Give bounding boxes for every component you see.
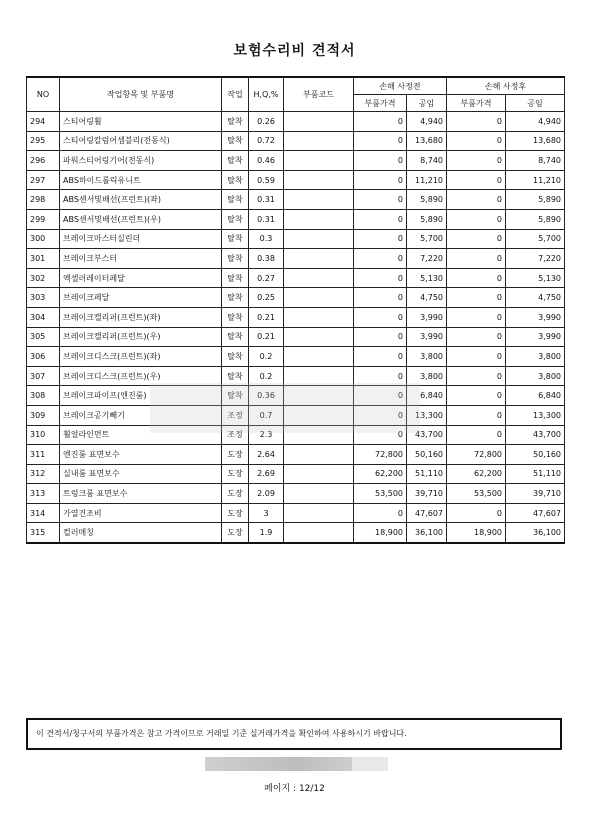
- row-after-part-price: 0: [447, 366, 506, 386]
- row-before-labor: 6,840: [407, 386, 447, 406]
- row-before-part-price: 0: [354, 190, 407, 210]
- row-item-name: 파워스티어링기어(전동식): [60, 151, 222, 171]
- row-part-code: [284, 484, 354, 504]
- row-work-type: 탈착: [222, 170, 249, 190]
- row-part-code: [284, 327, 354, 347]
- row-before-labor: 5,700: [407, 229, 447, 249]
- row-after-part-price: 0: [447, 229, 506, 249]
- row-before-part-price: 0: [354, 386, 407, 406]
- row-before-labor: 39,710: [407, 484, 447, 504]
- table-row: [27, 131, 565, 151]
- row-item-name: 브레이크부스터: [60, 249, 222, 269]
- row-part-code: [284, 307, 354, 327]
- row-after-labor: 13,680: [506, 131, 565, 151]
- table-row: [27, 464, 565, 484]
- row-after-labor: 5,700: [506, 229, 565, 249]
- row-work-type: 도장: [222, 445, 249, 465]
- row-after-labor: 4,940: [506, 112, 565, 132]
- row-before-labor: 3,990: [407, 327, 447, 347]
- table-row: [27, 425, 565, 445]
- row-no: 297: [27, 170, 60, 190]
- row-after-part-price: 0: [447, 425, 506, 445]
- row-before-part-price: 0: [354, 405, 407, 425]
- row-hq: 0.72: [249, 131, 284, 151]
- row-no: 296: [27, 151, 60, 171]
- row-before-part-price: 0: [354, 327, 407, 347]
- row-before-labor: 36,100: [407, 523, 447, 543]
- estimate-table-body: [27, 112, 565, 544]
- table-row: [27, 405, 565, 425]
- row-before-labor: 51,110: [407, 464, 447, 484]
- row-part-code: [284, 249, 354, 269]
- row-no: 305: [27, 327, 60, 347]
- row-item-name: 브레이크페달: [60, 288, 222, 308]
- row-no: 315: [27, 523, 60, 543]
- row-before-labor: 43,700: [407, 425, 447, 445]
- row-after-part-price: 0: [447, 170, 506, 190]
- redacted-area: [205, 757, 388, 771]
- row-after-labor: 51,110: [506, 464, 565, 484]
- row-hq: 0.31: [249, 190, 284, 210]
- row-after-labor: 3,800: [506, 347, 565, 367]
- row-hq: 0.21: [249, 307, 284, 327]
- row-item-name: 브레이크파이프(엔진룸): [60, 386, 222, 406]
- table-row: [27, 190, 565, 210]
- row-before-labor: 5,890: [407, 190, 447, 210]
- row-after-part-price: 53,500: [447, 484, 506, 504]
- row-hq: 2.09: [249, 484, 284, 504]
- row-hq: 2.69: [249, 464, 284, 484]
- row-hq: 0.31: [249, 209, 284, 229]
- row-after-labor: 36,100: [506, 523, 565, 543]
- row-after-labor: 47,607: [506, 503, 565, 523]
- table-row: [27, 112, 565, 132]
- row-work-type: 조정: [222, 425, 249, 445]
- row-before-part-price: 0: [354, 170, 407, 190]
- row-before-labor: 5,130: [407, 268, 447, 288]
- row-part-code: [284, 151, 354, 171]
- row-item-name: 트렁크룸 표면보수: [60, 484, 222, 504]
- row-hq: 2.3: [249, 425, 284, 445]
- row-part-code: [284, 347, 354, 367]
- row-before-labor: 3,800: [407, 347, 447, 367]
- row-no: 313: [27, 484, 60, 504]
- row-before-labor: 3,990: [407, 307, 447, 327]
- row-after-part-price: 0: [447, 405, 506, 425]
- header-code: 부품코드: [284, 77, 354, 112]
- row-work-type: 탈착: [222, 131, 249, 151]
- row-hq: 3: [249, 503, 284, 523]
- row-work-type: 탈착: [222, 151, 249, 171]
- row-item-name: 스티어링칼럼어셈블리(전동식): [60, 131, 222, 151]
- row-after-labor: 3,990: [506, 307, 565, 327]
- header-work: 작업: [222, 77, 249, 112]
- row-part-code: [284, 229, 354, 249]
- row-work-type: 탈착: [222, 112, 249, 132]
- row-no: 306: [27, 347, 60, 367]
- row-item-name: 컬러매칭: [60, 523, 222, 543]
- row-after-labor: 43,700: [506, 425, 565, 445]
- table-row: [27, 151, 565, 171]
- row-work-type: 탈착: [222, 386, 249, 406]
- table-row: [27, 366, 565, 386]
- header-after: 손해 사정후: [447, 77, 565, 95]
- row-item-name: 브레이크디스크(프런트)(좌): [60, 347, 222, 367]
- row-work-type: 탈착: [222, 327, 249, 347]
- row-after-labor: 6,840: [506, 386, 565, 406]
- row-after-part-price: 0: [447, 386, 506, 406]
- row-no: 302: [27, 268, 60, 288]
- row-item-name: 브레이크마스터실린더: [60, 229, 222, 249]
- row-before-part-price: 72,800: [354, 445, 407, 465]
- row-after-labor: 8,740: [506, 151, 565, 171]
- row-before-part-price: 0: [354, 268, 407, 288]
- table-row: [27, 170, 565, 190]
- table-row: [27, 523, 565, 543]
- table-row: [27, 484, 565, 504]
- table-row: [27, 445, 565, 465]
- row-no: 307: [27, 366, 60, 386]
- header-item: 작업항목 및 부품명: [60, 77, 222, 112]
- row-work-type: 탈착: [222, 307, 249, 327]
- row-after-part-price: 0: [447, 347, 506, 367]
- row-item-name: 스티어링휠: [60, 112, 222, 132]
- row-work-type: 탈착: [222, 288, 249, 308]
- table-row: [27, 347, 565, 367]
- row-after-part-price: 0: [447, 190, 506, 210]
- table-row: [27, 229, 565, 249]
- row-item-name: 브레이크캘리퍼(프런트)(우): [60, 327, 222, 347]
- row-before-labor: 3,800: [407, 366, 447, 386]
- header-before-labor: 공임: [407, 95, 447, 112]
- header-after-part-price: 부품가격: [447, 95, 506, 112]
- row-before-part-price: 0: [354, 366, 407, 386]
- row-work-type: 도장: [222, 464, 249, 484]
- row-before-part-price: 0: [354, 288, 407, 308]
- row-after-part-price: 0: [447, 209, 506, 229]
- row-before-labor: 13,680: [407, 131, 447, 151]
- row-after-labor: 13,300: [506, 405, 565, 425]
- row-before-labor: 4,750: [407, 288, 447, 308]
- row-after-part-price: 0: [447, 307, 506, 327]
- row-no: 314: [27, 503, 60, 523]
- row-item-name: 엑셀러레이터페달: [60, 268, 222, 288]
- row-after-part-price: 0: [447, 112, 506, 132]
- row-part-code: [284, 170, 354, 190]
- row-work-type: 탈착: [222, 190, 249, 210]
- row-part-code: [284, 425, 354, 445]
- row-before-labor: 50,160: [407, 445, 447, 465]
- row-part-code: [284, 112, 354, 132]
- row-after-labor: 11,210: [506, 170, 565, 190]
- row-no: 303: [27, 288, 60, 308]
- row-after-part-price: 0: [447, 268, 506, 288]
- row-no: 301: [27, 249, 60, 269]
- table-row: [27, 386, 565, 406]
- row-part-code: [284, 268, 354, 288]
- price-notice: 이 견적서/청구서의 부품가격은 참고 가격이므로 거래일 기준 실거래가격을 확인하여 사용하시기 바랍니다.: [26, 718, 562, 750]
- document-title: 보험수리비 견적서: [233, 43, 356, 59]
- row-before-part-price: 0: [354, 112, 407, 132]
- row-before-part-price: 0: [354, 229, 407, 249]
- row-hq: 0.2: [249, 366, 284, 386]
- row-after-part-price: 0: [447, 151, 506, 171]
- row-item-name: ABS센서및배선(프런트)(좌): [60, 190, 222, 210]
- row-item-name: ABS하이드롤릭유니트: [60, 170, 222, 190]
- row-after-part-price: 18,900: [447, 523, 506, 543]
- row-part-code: [284, 131, 354, 151]
- row-before-part-price: 0: [354, 425, 407, 445]
- header-no: NO: [27, 77, 60, 112]
- row-hq: 1.9: [249, 523, 284, 543]
- row-hq: 0.59: [249, 170, 284, 190]
- row-hq: 0.36: [249, 386, 284, 406]
- row-before-labor: 11,210: [407, 170, 447, 190]
- row-no: 304: [27, 307, 60, 327]
- header-hq: H,Q,%: [249, 77, 284, 112]
- row-work-type: 도장: [222, 484, 249, 504]
- row-no: 299: [27, 209, 60, 229]
- row-after-labor: 3,800: [506, 366, 565, 386]
- row-hq: 0.27: [249, 268, 284, 288]
- row-part-code: [284, 445, 354, 465]
- row-before-part-price: 0: [354, 131, 407, 151]
- row-after-labor: 39,710: [506, 484, 565, 504]
- row-after-part-price: 62,200: [447, 464, 506, 484]
- row-hq: 0.21: [249, 327, 284, 347]
- row-no: 310: [27, 425, 60, 445]
- row-item-name: 실내룸 표면보수: [60, 464, 222, 484]
- row-item-name: 브레이크캘리퍼(프런트)(좌): [60, 307, 222, 327]
- row-before-part-price: 0: [354, 307, 407, 327]
- row-before-labor: 47,607: [407, 503, 447, 523]
- row-hq: 0.7: [249, 405, 284, 425]
- row-work-type: 탈착: [222, 249, 249, 269]
- row-before-part-price: 0: [354, 209, 407, 229]
- row-part-code: [284, 503, 354, 523]
- row-before-part-price: 0: [354, 503, 407, 523]
- table-row: [27, 327, 565, 347]
- row-work-type: 탈착: [222, 229, 249, 249]
- row-after-labor: 4,750: [506, 288, 565, 308]
- row-item-name: 가열건조비: [60, 503, 222, 523]
- row-item-name: 브레이크디스크(프런트)(우): [60, 366, 222, 386]
- row-item-name: 브레이크공기빼기: [60, 405, 222, 425]
- row-before-part-price: 62,200: [354, 464, 407, 484]
- row-hq: 0.2: [249, 347, 284, 367]
- row-part-code: [284, 405, 354, 425]
- row-before-labor: 5,890: [407, 209, 447, 229]
- row-hq: 0.25: [249, 288, 284, 308]
- row-item-name: 휠얼라인먼트: [60, 425, 222, 445]
- row-after-labor: 5,890: [506, 190, 565, 210]
- row-work-type: 도장: [222, 523, 249, 543]
- row-work-type: 도장: [222, 503, 249, 523]
- row-part-code: [284, 366, 354, 386]
- row-hq: 0.38: [249, 249, 284, 269]
- row-before-labor: 7,220: [407, 249, 447, 269]
- row-part-code: [284, 464, 354, 484]
- row-no: 311: [27, 445, 60, 465]
- table-row: [27, 503, 565, 523]
- row-no: 295: [27, 131, 60, 151]
- table-row: [27, 288, 565, 308]
- page-number: 페이지 : 12/12: [264, 784, 325, 794]
- row-after-labor: 5,890: [506, 209, 565, 229]
- header-before: 손해 사정전: [354, 77, 447, 95]
- row-part-code: [284, 523, 354, 543]
- row-after-part-price: 0: [447, 327, 506, 347]
- row-hq: 0.26: [249, 112, 284, 132]
- row-no: 300: [27, 229, 60, 249]
- table-row: [27, 209, 565, 229]
- row-work-type: 탈착: [222, 209, 249, 229]
- row-work-type: 탈착: [222, 366, 249, 386]
- row-item-name: ABS센서및배선(프런트)(우): [60, 209, 222, 229]
- table-row: [27, 249, 565, 269]
- row-hq: 2.64: [249, 445, 284, 465]
- row-no: 309: [27, 405, 60, 425]
- row-no: 308: [27, 386, 60, 406]
- row-before-part-price: 53,500: [354, 484, 407, 504]
- header-before-part-price: 부품가격: [354, 95, 407, 112]
- row-before-labor: 4,940: [407, 112, 447, 132]
- row-work-type: 탈착: [222, 268, 249, 288]
- row-work-type: 탈착: [222, 347, 249, 367]
- row-no: 294: [27, 112, 60, 132]
- row-before-part-price: 18,900: [354, 523, 407, 543]
- row-after-labor: 50,160: [506, 445, 565, 465]
- row-hq: 0.46: [249, 151, 284, 171]
- row-before-labor: 8,740: [407, 151, 447, 171]
- row-after-part-price: 0: [447, 503, 506, 523]
- header-after-labor: 공임: [506, 95, 565, 112]
- row-after-part-price: 0: [447, 249, 506, 269]
- row-after-part-price: 0: [447, 131, 506, 151]
- row-part-code: [284, 190, 354, 210]
- row-hq: 0.3: [249, 229, 284, 249]
- table-row: [27, 307, 565, 327]
- row-after-labor: 3,990: [506, 327, 565, 347]
- row-before-labor: 13,300: [407, 405, 447, 425]
- row-after-part-price: 0: [447, 288, 506, 308]
- row-item-name: 엔진룸 표면보수: [60, 445, 222, 465]
- table-row: [27, 268, 565, 288]
- row-before-part-price: 0: [354, 151, 407, 171]
- row-after-labor: 5,130: [506, 268, 565, 288]
- row-part-code: [284, 209, 354, 229]
- estimate-table: [26, 76, 565, 544]
- row-after-labor: 7,220: [506, 249, 565, 269]
- row-part-code: [284, 386, 354, 406]
- row-no: 298: [27, 190, 60, 210]
- row-after-part-price: 72,800: [447, 445, 506, 465]
- row-part-code: [284, 288, 354, 308]
- row-before-part-price: 0: [354, 347, 407, 367]
- row-no: 312: [27, 464, 60, 484]
- row-before-part-price: 0: [354, 249, 407, 269]
- row-work-type: 조정: [222, 405, 249, 425]
